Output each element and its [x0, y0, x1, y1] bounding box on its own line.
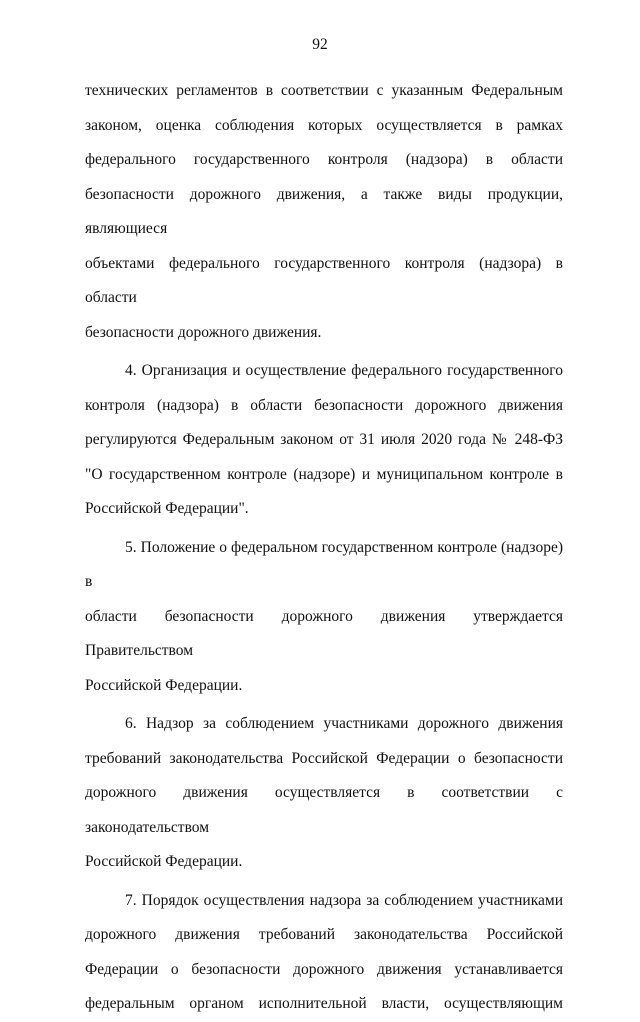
text-line: 5. Положение о федеральном государственном контроле (надзоре) в	[85, 538, 563, 590]
paragraph-5	[85, 531, 563, 704]
text-line: Федерации о безопасности дорожного движения устанавливается	[85, 960, 563, 978]
text-line: дорожного движения осуществляется в соответствии с законодательством	[85, 784, 563, 836]
text-line: требований законодательства Российской Федерации о безопасности	[85, 749, 563, 767]
paragraph-4	[85, 354, 563, 527]
paragraph-continuation	[85, 74, 563, 350]
page-number: 92	[312, 36, 328, 53]
paragraph-7	[85, 884, 563, 1022]
text-line: законом, оценка соблюдения которых осуществляется в рамках	[85, 116, 563, 134]
text-line: дорожного движения требований законодательства Российской	[85, 926, 563, 943]
text-line: Российской Федерации.	[85, 853, 243, 870]
text-line: объектами федерального государственного контроля (надзора) в области	[85, 254, 563, 306]
text-line: контроля (надзора) в области безопасности дорожного движения	[85, 396, 563, 414]
text-line: безопасности дорожного движения.	[85, 323, 322, 341]
text-line: "О государственном контроле (надзоре) и муниципальном контроле в	[85, 465, 563, 483]
text-line: безопасности дорожного движения, а также виды продукции, являющиеся	[85, 185, 563, 237]
text-line: федеральным органом исполнительной власти, осуществляющим	[85, 995, 563, 1012]
text-line: федерального государственного контроля (надзора) в области	[85, 151, 563, 168]
text-line: Российской Федерации".	[85, 500, 249, 517]
document-body	[85, 74, 563, 1022]
text-line: технических регламентов в соответствии с указанным Федеральным	[85, 82, 563, 99]
text-line: 4. Организация и осуществление федерального государственного	[125, 362, 563, 379]
text-line: области безопасности дорожного движения утверждается Правительством	[85, 607, 563, 659]
text-line: 6. Надзор за соблюдением участниками дорожного движения	[125, 715, 563, 732]
text-line: 7. Порядок осуществления надзора за соблюдением участниками	[125, 891, 563, 909]
text-line: Российской Федерации.	[85, 676, 243, 694]
text-line: регулируются Федеральным законом от 31 июля 2020 года № 248-ФЗ	[85, 431, 563, 448]
paragraph-6	[85, 707, 563, 880]
